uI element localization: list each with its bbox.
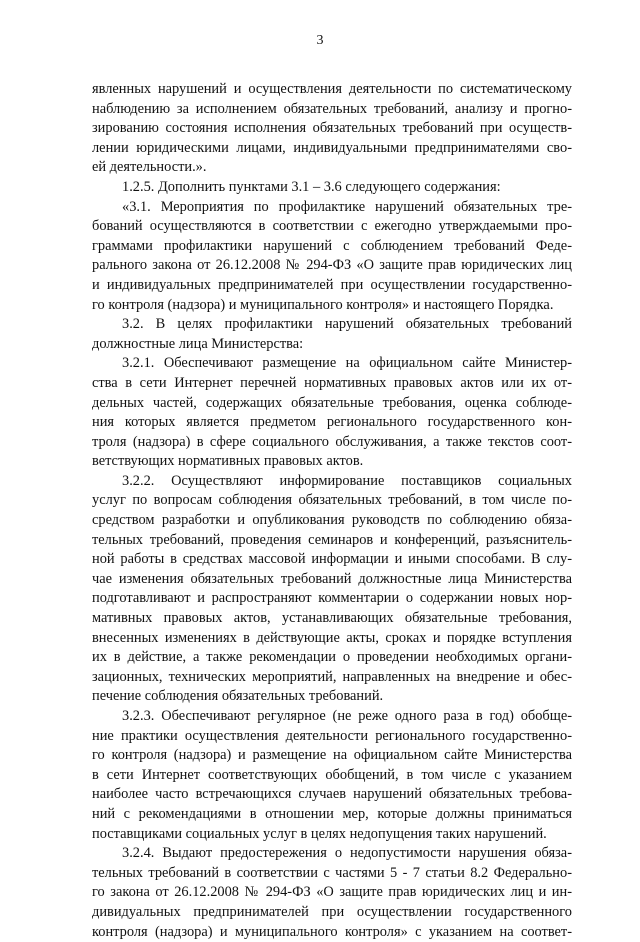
text-line: 1.2.5. Дополнить пунктами 3.1 – 3.6 следующего содержания: <box>122 178 501 195</box>
text-line: бований осуществляются в соответствии с ежегодно утверждаемыми про- <box>92 218 572 235</box>
text-line: поставщиками социальных услуг в целях недопущения таких нарушений. <box>92 825 547 842</box>
text-line: наиболее часто встречающихся случаев нарушений обязательных требова- <box>92 786 572 803</box>
text-line: граммами профилактики нарушений с соблюдением требований Феде- <box>92 237 572 254</box>
page-number: 3 <box>316 33 324 48</box>
text-line: ния которых является предметом регионального государственного кон- <box>92 414 572 431</box>
text-line: должностные лица Министерства: <box>92 335 304 352</box>
text-line: лении юридическими лицами, индивидуальными предпринимателями сво- <box>92 139 572 156</box>
text-line: ной работы в средствах массовой информации и иными способами. В слу- <box>92 551 572 568</box>
text-line: явленных нарушений и осуществления деятельности по систематическому <box>92 81 572 97</box>
text-line: 3.2.4. Выдают предостережения о недопустимости нарушения обяза- <box>122 845 572 862</box>
text-line: дивидуальных предпринимателей при осуществлении государственного <box>92 903 572 920</box>
text-line: ства в сети Интернет перечней нормативных правовых актов или их от- <box>92 374 572 391</box>
text-line: внесенных изменениях в действующие акты, сроках и порядке вступления <box>92 629 572 646</box>
text-line: услуг по вопросам соблюдения обязательных требований, в том числе по- <box>92 492 572 509</box>
text-line: 3.2. В целях профилактики нарушений обязательных требований <box>122 316 572 333</box>
text-line: ветствующих нормативных правовых актов. <box>92 453 364 470</box>
text-line: «3.1. Мероприятия по профилактике нарушений обязательных тре- <box>122 198 572 215</box>
text-line: 3.2.2. Осуществляют информирование поставщиков социальных <box>122 472 572 489</box>
text-line: чае изменения обязательных требований должностные лица Министерства <box>92 570 572 587</box>
text-line: тельных требований, проведения семинаров и конференций, разъяснитель- <box>92 531 572 548</box>
text-line: го контроля (надзора) и размещение на официальном сайте Министерства <box>92 747 572 764</box>
text-line: го закона от 26.12.2008 № 294-ФЗ «О защите прав юридических лиц и ин- <box>92 884 572 901</box>
text-line: зированию состояния исполнения обязательных требований при осуществ- <box>92 120 572 137</box>
text-line: и индивидуальных предпринимателей при осуществлении государственно- <box>92 276 572 293</box>
text-line: го контроля (надзора) и муниципального контроля» и настоящего Порядка. <box>92 296 554 313</box>
text-line: дельных частей, содержащих обязательные требования, оценка соблюде- <box>92 394 572 411</box>
body-text <box>92 80 572 942</box>
text-line: рального закона от 26.12.2008 № 294-ФЗ «О защите прав юридических лиц <box>92 257 572 274</box>
text-line: их в действие, а также рекомендации о проведении необходимых органи- <box>92 649 572 666</box>
text-line: троля (надзора) в сфере социального обслуживания, а также текстов соот- <box>92 433 572 450</box>
text-line: печение соблюдения обязательных требований. <box>92 688 384 705</box>
text-line: ей деятельности.». <box>92 159 207 176</box>
text-line: мативных правовых актов, устанавливающих обязательные требования, <box>92 610 572 627</box>
text-line: наблюдению за исполнением обязательных требований, анализу и прогно- <box>92 100 572 117</box>
text-line: ние практики осуществления деятельности регионального государственно- <box>92 727 572 744</box>
text-line: средством разработки и опубликования руководств по соблюдению обяза- <box>92 512 572 529</box>
text-line: 3.2.1. Обеспечивают размещение на официальном сайте Министер- <box>122 355 572 372</box>
text-line: подготавливают и распространяют комментарии о содержании новых нор- <box>92 590 572 607</box>
text-line: тельных требований в соответствии с частями 5 - 7 статьи 8.2 Федерально- <box>92 864 572 881</box>
text-line: ний с рекомендациями в отношении мер, которые должны приниматься <box>92 805 572 822</box>
text-line: контроля (надзора) и муниципального контроля» с указанием на соответ- <box>92 923 572 940</box>
text-line: зационных, технических мероприятий, направленных на внедрение и обес- <box>92 668 572 685</box>
text-line: 3.2.3. Обеспечивают регулярное (не реже одного раза в год) обобще- <box>122 708 572 724</box>
text-line: в сети Интернет соответствующих обобщений, в том числе с указанием <box>92 766 572 783</box>
